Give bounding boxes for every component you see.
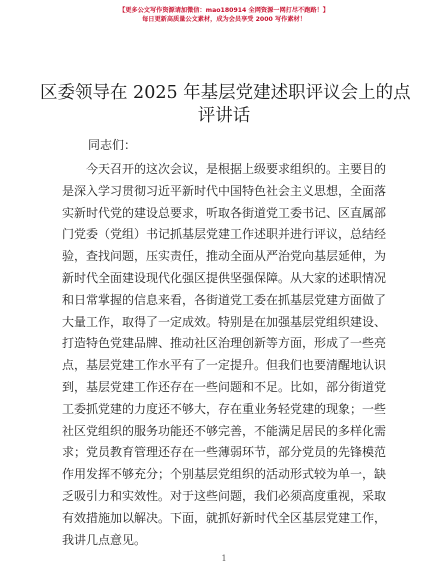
body-text-line: 大量工作，取得了一定成效。特别是在加强基层党组织建设、 [62, 314, 387, 329]
promo-banner-line-1: 【更多公文写作资源请加微信：mao180914 全网资源一网打尽不跑路！】 [119, 7, 329, 14]
body-text-line: 今天召开的这次会议，是根据上级要求组织的。主要目的 [86, 162, 387, 176]
body-text-line: 和日常掌握的信息来看，各街道党工委在抓基层党建方面做了 [62, 292, 387, 307]
body-text-line: 我讲几点意见。 [62, 532, 147, 547]
body-paragraph [62, 159, 392, 551]
document-title-line-1: 区委领导在 2025 年基层党建述职评议会上的点 [40, 83, 411, 103]
body-text-line: 实新时代党的建设总要求，听取各街道党工委书记、区直属部 [62, 205, 387, 220]
document-title-line-2: 评讲话 [197, 106, 251, 126]
promo-banner [0, 6, 448, 24]
body-text-line: 到，基层党建工作还存在一些问题和不足。比如，部分街道党 [62, 379, 387, 394]
body-text-line: 新时代全面建设现代化强区提供坚强保障。从大家的述职情况 [62, 270, 387, 285]
body-text-line: 社区党组织的服务功能还不够完善，不能满足居民的多样化需 [62, 423, 387, 438]
page-number: 1 [221, 554, 227, 563]
salutation: 同志们： [88, 138, 137, 152]
body-text-line: 乏吸引力和实效性。对于这些问题，我们必须高度重视，采取 [62, 488, 387, 503]
body-text-line: 验，查找问题，压实责任，推动全面从严治党向基层延伸，为 [62, 249, 387, 264]
promo-banner-line-2: 每日更新高质量公文素材，成为会员享受 2000 写作素材！ [142, 16, 306, 23]
body-text-line: 求；党员教育管理还存在一些薄弱环节，部分党员的先锋模范 [62, 445, 387, 460]
document-title [40, 82, 411, 128]
body-text-line: 工委抓党建的力度还不够大，存在重业务轻党建的现象；一些 [62, 401, 387, 416]
body-text-line: 点，基层党建工作水平有了一定提升。但我们也要清醒地认识 [62, 358, 387, 373]
body-text-line: 门党委（党组）书记抓基层党建工作述职并进行评议，总结经 [62, 227, 387, 242]
body-text-line: 有效措施加以解决。下面，就抓好新时代全区基层党建工作， [62, 510, 387, 525]
body-text-line: 打造特色党建品牌、推动社区治理创新等方面，形成了一些亮 [62, 336, 387, 351]
body-text-line: 是深入学习贯彻习近平新时代中国特色社会主义思想，全面落 [62, 183, 387, 198]
body-text-line: 作用发挥不够充分；个别基层党组织的活动形式较为单一，缺 [62, 467, 387, 482]
